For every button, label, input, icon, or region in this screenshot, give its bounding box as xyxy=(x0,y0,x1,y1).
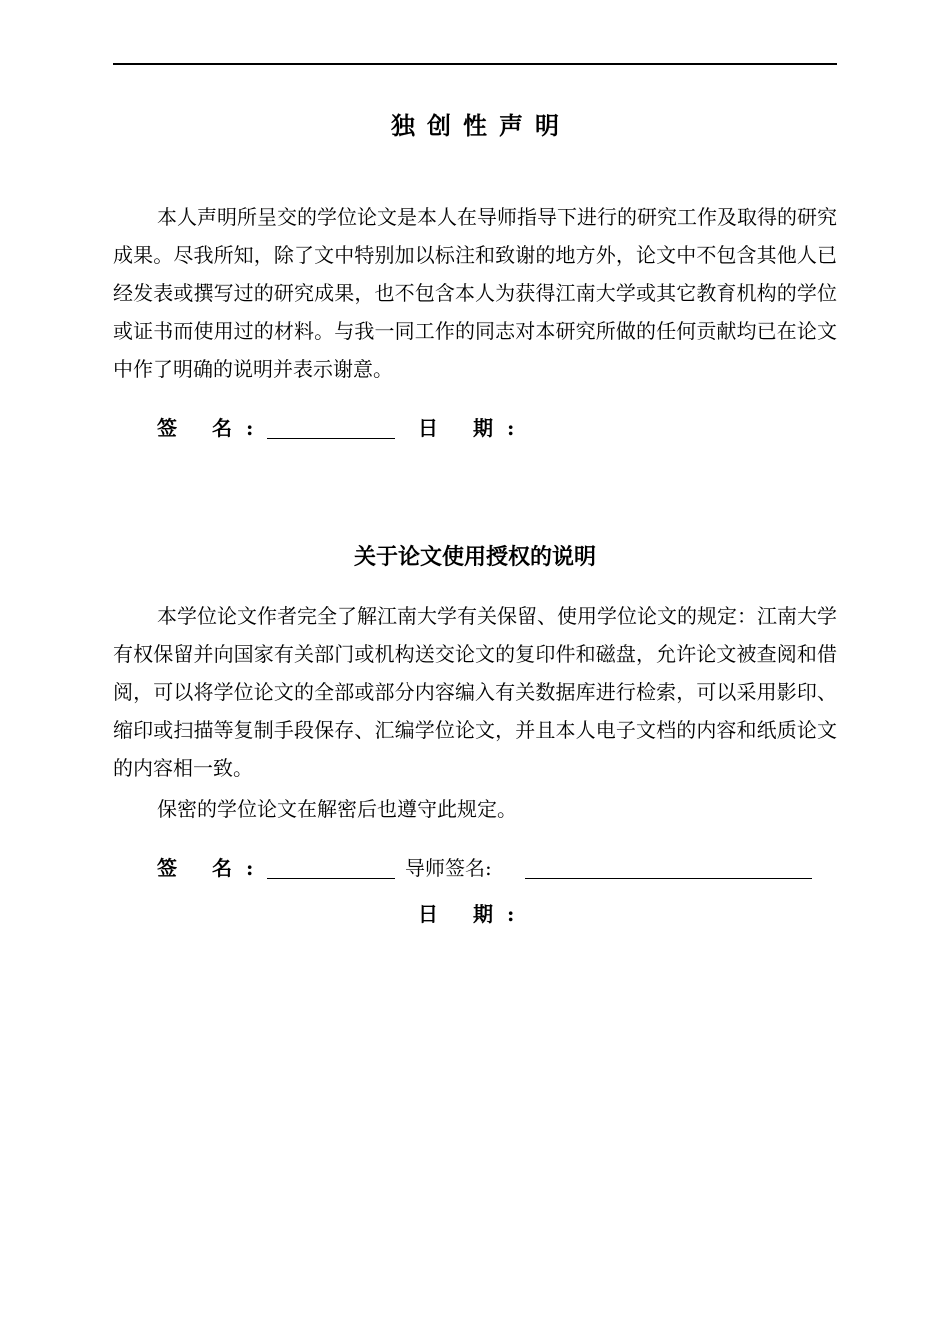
signature-line[interactable] xyxy=(267,438,395,439)
confidential-paragraph: 保密的学位论文在解密后也遵守此规定。 xyxy=(157,797,517,821)
date-label: 日 期: xyxy=(418,416,529,440)
advisor-signature-line[interactable] xyxy=(525,878,812,879)
authorization-title: 关于论文使用授权的说明 xyxy=(353,545,596,570)
originality-title: 独创性声明 xyxy=(391,112,571,140)
author-signature-label: 签 名: xyxy=(157,856,268,880)
signature-label: 签 名: xyxy=(157,416,268,440)
header-rule xyxy=(113,63,837,65)
originality-paragraph: 本人声明所呈交的学位论文是本人在导师指导下进行的研究工作及取得的研究成果。尽我所知，除了文中特别加以标注和致谢的地方外，论文中不包含其他人已经发表或撰写过的研究成果，也不包含本人为获得江南大学或其它教育机构的学位或证书而使用过的材料。与我一同工作的同志对本研究所做的任何贡献均已在论文中作了明确的说明并表示谢意。 xyxy=(113,205,837,381)
authorization-date-label: 日 期: xyxy=(418,902,529,926)
advisor-signature-label: 导师签名: xyxy=(405,856,492,880)
authorization-paragraph: 本学位论文作者完全了解江南大学有关保留、使用学位论文的规定：江南大学有权保留并向国家有关部门或机构送交论文的复印件和磁盘，允许论文被查阅和借阅，可以将学位论文的全部或部分内容编入有关数据库进行检索，可以采用影印、缩印或扫描等复制手段保存、汇编学位论文，并且本人电子文档的内容和纸质论文的内容相一致。 xyxy=(113,604,837,780)
author-signature-line[interactable] xyxy=(267,878,395,879)
